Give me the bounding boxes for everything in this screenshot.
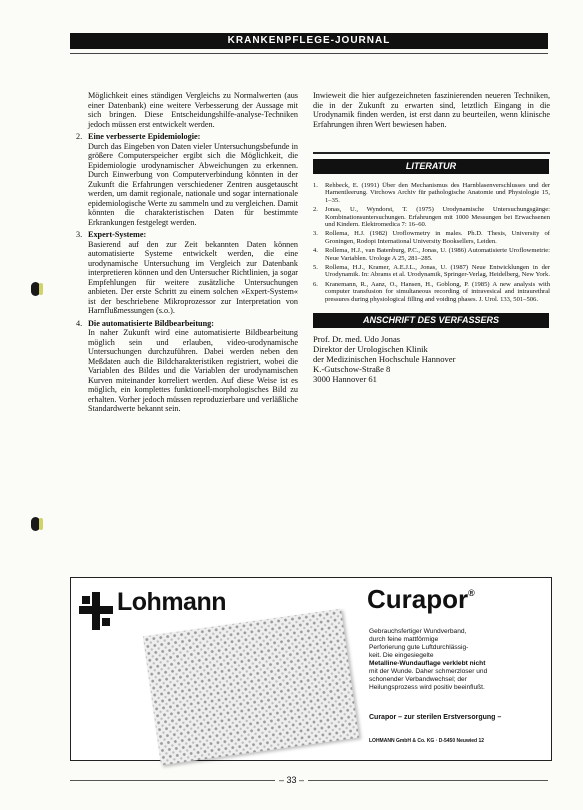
reference-number: 2.	[313, 206, 318, 214]
reference-text: Rollema, H.J., Kramer, A.E.J.L., Jonas, U. (1987) Neue Entwicklungen in der Urodynamik. In: Abrams et al. Urodynamik, Springer-Verlag, Heidelberg, New York.	[325, 264, 550, 279]
address-line: K.-Gutschow-Straße 8	[313, 364, 391, 375]
registered-mark: ®	[468, 588, 475, 598]
page-number: – 33 –	[0, 775, 583, 785]
brand-name: Lohmann	[117, 588, 226, 616]
item-number: 3.	[76, 230, 83, 239]
list-item	[76, 319, 298, 414]
description-line: durch feine mattförmige	[369, 636, 439, 643]
author-address	[313, 334, 550, 384]
reference-item	[313, 182, 550, 204]
address-line: Prof. Dr. med. Udo Jonas	[313, 334, 401, 345]
address-line: Direktor der Urologischen Klinik	[313, 344, 428, 355]
list-item	[76, 132, 298, 227]
reference-text: Rollema, H.J. (1982) Uroflowmetry in males. Ph.D. Thesis, University of Groningen, Rodopi International University Booksellers, Leiden.	[325, 230, 550, 245]
journal-header: KRANKENPFLEGE-JOURNAL	[70, 33, 548, 49]
description-line: Perforierung gute Luftdurchlässig-	[369, 644, 469, 651]
item-title: Expert-Systeme:	[88, 230, 147, 239]
lohmann-logo-icon	[79, 592, 113, 630]
advertisement	[70, 577, 552, 761]
reference-text: Rehbeck, E. (1991) Über den Mechanismus des Harnblasenverschlusses und der Harnentleerung. Virchows Archiv für pathologische Anatomie und Physiologie 15, 1–35.	[325, 182, 550, 204]
reference-number: 4.	[313, 247, 318, 255]
address-heading: ANSCHRIFT DES VERFASSERS	[313, 313, 549, 328]
description-line: Gebrauchsfertiger Wundverband,	[369, 628, 467, 635]
reference-text: Rollema, H.J., van Batenburg, P.C., Jonas, U. (1986) Automatisierte Uroflowmetrie: Neue Variablen. Urologe A 25, 281–285.	[325, 247, 550, 262]
ad-company-address: LOHMANN GmbH & Co. KG · D-5450 Neuwied 12	[369, 738, 485, 744]
product-description	[369, 628, 545, 692]
ad-brand-panel	[71, 578, 361, 760]
reference-number: 3.	[313, 230, 318, 238]
address-line: der Medizinischen Hochschule Hannover	[313, 354, 456, 365]
item-text: Durch das Eingeben von Daten vieler Untersuchungsbefunde in größere Computerspeicher ergibt sich die Möglichkeit, die Epidemiologie urodynamischer Abweichungen zu erkennen. Durch Einwerbung von Computerverbindung könnten in der Zukunft die Erfahrungen verschiedener Zentren ausgetauscht werden, um damit regionale, nationale und sogar internationale epidemiologische Werte zu sammeln und zu vergleichen. Damit könnten die charakteristischen Daten für bestimmte Erkrankungen festgelegt werden.	[88, 141, 298, 227]
literature-heading: LITERATUR	[313, 159, 549, 174]
item-number: 4.	[76, 318, 83, 328]
continued-paragraph: Möglichkeit eines ständigen Vergleichs zu Normalwerten (aus einer Datenbank) eine weitere Verbesserung der Aussage mit sich bringen. Diese Entscheidungshilfe-analyse-Techniken jedoch müssen erst entwickelt werden.	[88, 91, 298, 129]
product-name: Curapor®	[367, 584, 475, 614]
description-line: keit. Die eingesiegelte	[369, 652, 434, 659]
closing-paragraph: Inwieweit die hier aufgezeichneten faszinierenden neueren Techniken, die in der Zukunft zu erwarten sind, letztlich Eingang in die Urodynamik finden werden, ist erst dann zu beurteilen, wenn klinische Erfahrungen ihren Wert bewiesen haben.	[313, 91, 550, 129]
header-divider	[70, 53, 548, 54]
description-line: Heilungsprozess wird positiv beeinflußt.	[369, 684, 485, 691]
reference-item	[313, 230, 550, 245]
reference-number: 1.	[313, 182, 318, 189]
reference-item	[313, 206, 550, 228]
binder-ring-icon	[39, 518, 43, 530]
right-column	[313, 91, 550, 384]
bandage-image	[143, 609, 359, 766]
reference-text: Jonas, U., Wyndorst, T. (1975) Urodynamische Untersuchungsgänge: Kombinationsuntersuchungen. Erfahrungen mit 1000 Messungen bei Erwachsenen und Kindern. Elektromedica 7: 16–60.	[325, 206, 550, 229]
reference-number: 6.	[313, 280, 318, 288]
item-text: In naher Zukunft wird eine automatisierte Bildbearbeitung möglich sein und erlauben, video-urodynamische Untersuchungen durchzuführen. Dabei werden neben den Meßdaten auch die Bildcharakteristiken registriert, wobei die Variablen des Bildes und die Variablen der urodynamischen Kurven miteinander korreliert werden. Auf diese Weise ist es möglich, ein komplettes funktionell-morphologisches Bild zu erhalten. Vorher jedoch müssen reproduzierbare und verläßliche Standardwerte bekannt sein.	[88, 328, 298, 413]
left-column	[76, 91, 298, 417]
address-line: 3000 Hannover 61	[313, 374, 377, 385]
item-title: Die automatisierte Bildbearbeitung:	[88, 318, 214, 328]
ad-text-panel	[367, 578, 549, 760]
reference-item	[313, 264, 550, 279]
reference-item	[313, 247, 550, 262]
list-item	[76, 230, 298, 316]
reference-text: Kranemann, R., Aanz, O., Hansen, H., Goblong, P. (1985) A new analysis with computer transfusion for simultaneous recording of intravesical and intraurethral pressures during physiological filling and voiding phases. J. Urol. 133, 501–506.	[325, 280, 550, 303]
reference-item	[313, 281, 550, 303]
item-number: 2.	[76, 132, 83, 141]
description-line: mit der Wunde. Daher schmerzloser und	[369, 668, 488, 675]
item-title: Eine verbesserte Epidemiologie:	[88, 132, 201, 141]
binder-ring-icon	[39, 283, 43, 295]
reference-number: 5.	[313, 264, 318, 272]
item-text: Basierend auf den zur Zeit bekannten Daten können automatisierte Systeme entwickelt werden, die eine urodynamische Untersuchung im Vergleich zur Datenbank interpretieren können und den Untersucher Richtlinien, ja sogar Empfehlungen für weitere zusätzliche Untersuchungen anbieten. Der erste Schritt zu einem solchen »Expert-System« ist der beschriebene Mikroprozessor zur Interpretation von Harnflußmessungen (s.o.).	[88, 239, 298, 315]
ad-slogan: Curapor – zur sterilen Erstversorgung –	[369, 714, 502, 721]
description-line: schonender Verbandwechsel; der	[369, 676, 467, 683]
description-line: Metalline-Wundauflage verklebt nicht	[369, 660, 486, 667]
